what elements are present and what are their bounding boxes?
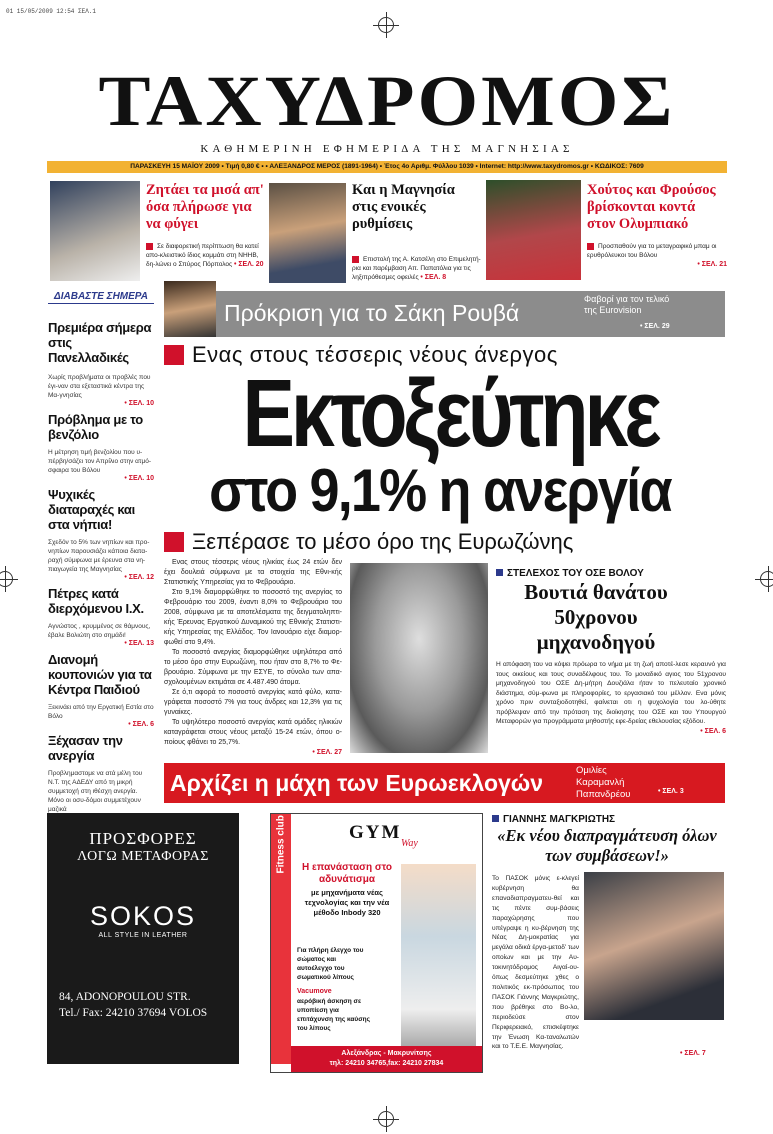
sidebar-item-ref: • ΣΕΛ. 10: [124, 475, 154, 482]
teaser-3-title: Χούτος και Φρούσος βρίσκονται κοντά στον Ολυμπιακό: [587, 182, 716, 232]
lead-deck: Ξεπέρασε το μέσο όρο της Ευρωζώνης: [164, 529, 724, 555]
masthead-subtitle: ΚΑΘΗΜΕΡΙΝΗ ΕΦΗΜΕΡΙΔΑ ΤΗΣ ΜΑΓΝΗΣΙΑΣ: [200, 143, 574, 155]
story3-body: Το ΠΑΣΟΚ μόνις ε-κλεγεί κυβέρνηση θα επαναδιαπραγματευ-θεί και τις πέντε συμ-βάσεις παραχώρησης που υπέγραψε η κυ-βέρνηση της Νέας Δη-μοκρατίας για μεγάλα οδικά έργα-μετοδ' των οποίων και με την Αυ-τοκινητόδρομος Αιγαί-ου-όπως δεσμεύτηκε χθες ο πολιτικός εκ-πρόσωπος του ΠΑΣΟΚ Γιάννης Μαγκριώτης, που βρέθηκε στο Βο-λο, περιοδεύσε στον Περιφερειακό, επισκέφτηκε την Ένωση Κα-ταναλωτών και το Τ.Ε.Ε. Μαγνησίας.: [492, 875, 579, 1051]
banner-top-title: Πρόκριση για το Σάκη Ρουβά: [224, 300, 520, 326]
ad-gym-h2: με μηχανήματα νέας τεχνολογίας και την νέα μέθοδο Inbody 320: [304, 888, 390, 917]
ad-gym-logo-sub: Way: [401, 838, 418, 849]
sidebar-item-text: Ξεκινάει από την Εργατική Εστία στο Βόλο: [48, 704, 154, 720]
banner-mid-title: Αρχίζει η μάχη των Ευρωεκλογών: [170, 770, 544, 796]
masthead-title: ΤΑΧΥΔΡΟΜΟΣ: [98, 60, 676, 141]
sidebar-item-ref: • ΣΕΛ. 6: [128, 721, 154, 728]
banner-mid[interactable]: [164, 763, 725, 803]
ad-sokos-brand: SOKOS: [89, 901, 197, 931]
teaser-1-text: Σε διαφορετική περίπτωση θα κατεί απο-κλειστικό ίδιος κομμάτι στη ΝΗΗΒ, δη-λώνει ο Σπύρος Πόρπολος • ΣΕΛ. 20: [146, 243, 264, 268]
ad-sokos-line2: ΛΟΓΩ ΜΕΤΑΦΟΡΑΣ: [77, 849, 209, 864]
ad-gym-p2: αερόβική άσκηση σε υποπίεση για επιτάχυνση της καύσης του λίπους: [297, 998, 370, 1032]
story3-photo: [584, 872, 724, 1020]
sidebar-item[interactable]: [48, 586, 154, 647]
ad-sokos-address: 84, ADONOPOULOU STR.: [59, 991, 191, 1003]
lead-headline-1: Εκτοξεύτηκε: [242, 360, 658, 467]
sidebar-item-title: Ψυχικές διαταραχές και στα νήπια!: [48, 487, 135, 532]
ad-sokos-line1: ΠΡΟΣΦΟΡΕΣ: [89, 829, 197, 848]
sidebar-item-text: Σχεδόν το 5% των νηπίων και προ-νηπίων παρουσιάζει κάποια διατα-ραχή σύμφωνα με έρευνα στα νη-πιαγωγεία της Μαγνησίας: [48, 539, 150, 573]
ad-gym-logo: GYM: [349, 822, 402, 843]
sidebar-item[interactable]: [48, 487, 154, 581]
dateline-bar: ΠΑΡΑΣΚΕΥΗ 15 ΜΑΪΟΥ 2009 • Τιμή 0,80 € • • ΑΛΕΞΑΝΔΡΟΣ ΜΕΡΟΣ (1891-1964) • Έτος 4ο Αριθμ. Φύλλου 1039 • Internet: http://www.taxydromos.gr • ΚΩΔΙΚΟΣ: 7609: [47, 161, 727, 173]
ad-gym-vertical-text: Fitness club: [275, 815, 287, 874]
story2-kicker: ΣΤΕΛΕΧΟΣ ΤΟΥ ΟΣΕ ΒΟΛΟΥ: [496, 568, 726, 580]
sidebar-header: ΔΙΑΒΑΣΤΕ ΣΗΜΕΡΑ: [48, 291, 154, 304]
sidebar-item-text: Αγνώστος , κρυμμένος σε θάμνους, έβαλε Βολιώτη στο σημάδι!: [48, 623, 151, 639]
story3-ref: • ΣΕΛ. 7: [680, 1050, 706, 1057]
story3-kicker: ΓΙΑΝΝΗΣ ΜΑΓΚΡΙΩΤΗΣ: [492, 814, 722, 825]
teaser-3-text: Προσπαθούν για το μεταγραφικό μπαμ οι ερυθρόλευκοι του Βόλου • ΣΕΛ. 21: [587, 243, 727, 268]
banner-top[interactable]: [164, 291, 725, 337]
sidebar-item-title: Πέτρες κατά διερχόμενου Ι.Χ.: [48, 586, 144, 616]
teaser-2-title: Και η Μαγνησία στις ενοικές ρυθμίσεις: [352, 182, 455, 232]
teaser-2-photo: [269, 183, 346, 283]
ad-gym-h1: Η επανάσταση στο αδυνάτισμα: [301, 862, 392, 885]
ad-gym-p2-title: Vacumove: [297, 988, 332, 995]
teaser-1-title: Ζητάει τα μισά απ' όσα πλήρωσε για να φύγει: [146, 182, 264, 232]
print-slug: 01 15/05/2009 12:54 ΣΕΛ.1: [6, 8, 97, 15]
ad-gym-p1: Για πλήρη έλεγχο του σώματος και αυτοέλεγχο του σωματικού λίπους: [297, 947, 364, 981]
sidebar-item-text: Η μέτρηση τιμή βενζολίου που υ-πέρβη/σάζει τον Απρίλιο στην ατμό-σφαιρα του Βόλου: [48, 449, 151, 474]
sidebar-item-ref: • ΣΕΛ. 13: [124, 640, 154, 647]
sidebar-item-ref: • ΣΕΛ. 12: [124, 574, 154, 581]
registration-mark-top: [378, 17, 394, 33]
banner-top-ref: • ΣΕΛ. 29: [640, 323, 670, 330]
ad-gym-photo: [401, 864, 476, 1046]
banner-top-sub: Φαβορί για τον τελικό της Eurovision: [584, 294, 670, 315]
sidebar-item-title: Ξέχασαν την ανεργία: [48, 733, 123, 763]
registration-mark-right: [760, 571, 773, 587]
sidebar-item[interactable]: [48, 652, 154, 728]
story2-photo: [350, 563, 488, 753]
registration-mark-bottom: [378, 1111, 394, 1127]
banner-top-photo: [164, 281, 216, 337]
sidebar-item-text: Χωρίς προβλήματα οι προβλές που έγι-ναν στα εξεταστικά κέντρα της Μα-γνησίας: [48, 374, 151, 399]
ad-gym-footer: Αλεξάνδρας - Μακρυνίτσης τηλ: 24210 34765,fax: 24210 27834: [291, 1046, 482, 1072]
story2-body: Η απόφαση του να κόψει πρόωρα το νήμα με τη ζωή αποτέ-λεσε κεραυνό για τους οικείους και τους συναδέλφους του. Το μοναδικό αγιος του 51χρονου μηχανοδηγού του ΟΣΕ Δη-μήτρη Δουζιάλα ήταν το πελευταίο χρονικό διάστημα, σύμ-φωνα με πληροφορίες, το εργασιακό του μέλλον. Ενα μόνις χρόνο πριν συνταξιοδοτηθεί, φαίνεται οτι η ψυχολογία του λο-ύθητε πρόβλεψαν από την πρόταση της διοίκησης του ΟΣΕ και του Υπουργού Μεταφορών για προγράμματα μηθοστής εφε-δρείας εθελουσίας εξόδου. • ΣΕΛ. 6: [496, 661, 726, 735]
story3-headline: «Εκ νέου διαπραγμάτευση όλων των συμβάσεων!»: [497, 826, 717, 865]
teaser-1-photo: [50, 181, 140, 281]
sidebar-item-text: Προβλημαστομε να ατά μέλη του Ν.Τ. της ΑΔΕΔΥ από τη μικρή συμμετοχή στη ιθέσχη ανεργία. Μόνο οι οσυ-δόμοι συμμετέχουν μαζικά: [48, 770, 143, 813]
lead-kicker: Ενας στους τέσσερις νέους άνεργος: [164, 342, 724, 368]
ad-sokos-phone: Tel./ Fax: 24210 37694 VOLOS: [59, 1007, 208, 1019]
sidebar-item-title: Πρόβλημα με το βενζόλιο: [48, 412, 143, 442]
sidebar-item[interactable]: [48, 412, 154, 482]
banner-mid-ref: • ΣΕΛ. 3: [658, 788, 684, 795]
ad-sokos[interactable]: [47, 813, 239, 1064]
lead-body: Ενας στους τέσσερις νέους ηλικίας έως 24 ετών δεν έχει δουλειά σύμφωνα με τα στοιχεία της Εθνι-κής Στατιστικής Υπηρεσίας για το Φεβρουάριο. Στο 9,1% διαμορφώθηκε το ποσοστό της ανεργίας το Φεβρουάριο του 2009, έναντι 8,0% το Φεβρουάριο του 2008, σύμφωνα με τα αποτελέσματα της δειγματοληπτι-κής Έρευνας Εργατικού Δυναμικού της Εθνικής Στατιστι-κής Υπηρεσίας της Ελλάδος. Τον Ιανουάριο είχε διαμορ-φωθεί στο 9,4%. Το ποσοστό ανεργίας διαμορφώθηκε υψηλότερα από το μέσο όρο στην Ευρωζώνη, που ήταν στο 8,7% το Φε-βρουάριο. Σύμφωνα με την ΕΣΥΕ, το σύνολο των απα-σχολουμένων εκτιμάται σε 4.487.490 άτομα. Σε ό,τι αφορά το ποσοστό ανεργίας κατά φύλο, κατα-γράφεται ποσοστό 7% για τους άνδρες και 12,3% για τις γυναίκες. Το υψηλότερο ποσοστό ανεργίας κατά ομάδες ηλικιών καταγράφεται στους νέους μεταξύ 15-24 ετών, όπου ο-ποίους φθάνει το 25,7%. • ΣΕΛ. 27: [164, 559, 342, 756]
sidebar-item[interactable]: [48, 320, 154, 407]
sidebar: [48, 291, 154, 813]
sidebar-item-ref: • ΣΕΛ. 10: [124, 400, 154, 407]
sidebar-item-title: Διανομή κουπονιών για τα Κέντρα Παιδιού: [48, 652, 152, 697]
banner-mid-sub: Ομιλίες Καραμανλή Παπανδρέου: [576, 765, 631, 800]
lead-ref: • ΣΕΛ. 27: [312, 749, 342, 756]
ad-sokos-tagline: ALL STYLE IN LEATHER: [98, 932, 188, 939]
ad-gym[interactable]: [270, 813, 483, 1073]
sidebar-item[interactable]: [48, 733, 154, 821]
teaser-3-photo: [486, 180, 581, 280]
teaser-2-text: Επιστολή της Α. Κατσέλη στο Επιμελητή-ρια και παρέμβαση Απ. Παπατόλια για τις ληξιπρόθεσμες οφειλές • ΣΕΛ. 8: [352, 256, 481, 281]
registration-mark-left: [0, 571, 13, 587]
sidebar-item-title: Πρεμιέρα σήμερα στις Πανελλαδικές: [48, 320, 152, 365]
lead-headline-2: στο 9,1% η ανεργία: [209, 457, 671, 524]
story2-headline: Βουτιά θανάτου 50χρονου μηχανοδηγού: [524, 580, 668, 654]
